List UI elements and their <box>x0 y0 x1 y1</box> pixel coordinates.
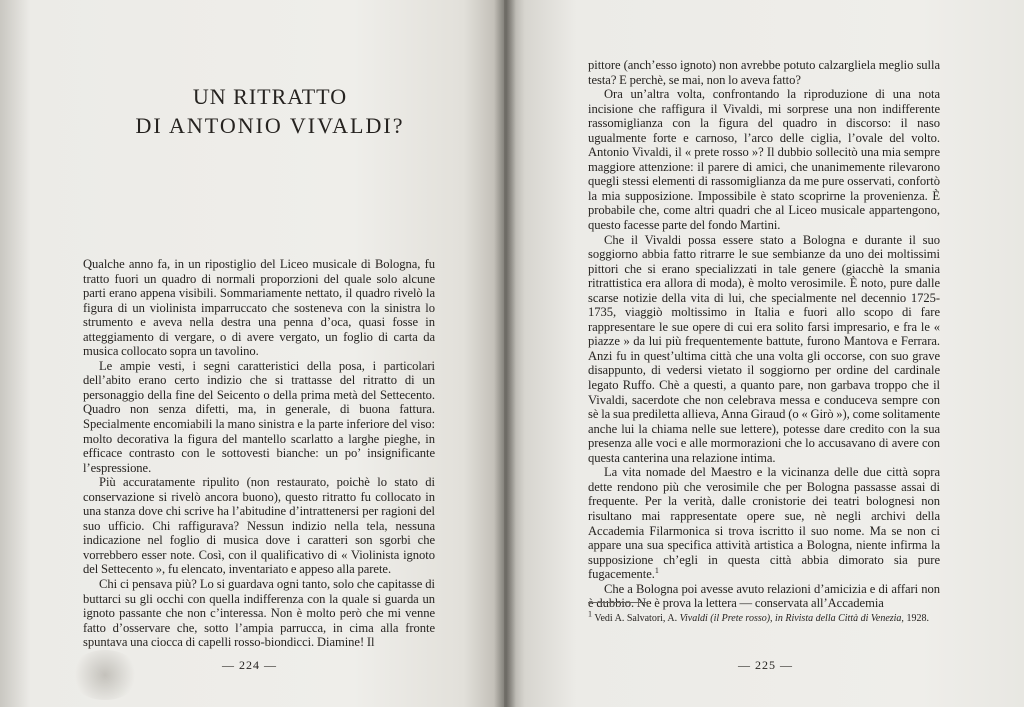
page-number-right: — 225 — <box>738 658 793 672</box>
footnote <box>588 609 940 625</box>
paragraph-text: La vita nomade del Maestro e la vicinanza delle due città sopra dette rendono più che verosimile che per Bologna passasse assai di frequente. Per la verità, dalle cronistorie dei teatri bolognesi non risultano mai rappresentate opere sue, nè negli archivi della Accademia Filarmonica si trova iscritto il suo nome. Ma se non ci appare una sua specifica attività artistica a Bologna, niente infirma la supposizione ch’egli in questa città abbia dimorato sia pure fugacemente. <box>588 465 940 582</box>
footnote-prefix: Vedi A. Salvatori, A. <box>594 613 680 624</box>
paragraph <box>588 465 940 581</box>
paper-stain <box>70 650 140 700</box>
paragraph: Ora un’altra volta, confrontando la riproduzione di una nota incisione che raffigura il Vivaldi, mi sorprese una non indifferente rassomiglianza con la figura del quadro in discorso: il naso ugualmente forte e carnoso, l’arco delle ciglia, l’ovale del volto. Antonio Vivaldi, il « prete rosso »? Il dubbio sollecitò una mia sempre maggiore attenzione: il parere di amici, che unanimemente rilevarono quegli stessi elementi di rassomiglianza da me pure osservati, confortò la mia supposizione. Impossibile è stato scoprirne la provenienza. È probabile che, come altri quadri che al Liceo musicale appartengono, questo facesse parte del fondo Martini. <box>588 87 940 233</box>
paragraph: Che il Vivaldi possa essere stato a Bologna e durante il suo soggiorno abbia fatto ritrarre le sue sembianze da uno dei moltissimi pittori che si erano specializzati in tale genere (giacchè la smania ritrattistica era allora di moda), è molto verosimile. È noto, pure dalle scarse notizie della vita di lui, che specialmente nel decennio 1725-1735, viaggiò moltissimo in Italia e fuori allo scopo di fare rappresentare le sue opere di cui era solito farsi impresario, e fra le « piazze » da lui più frequentemente battute, furono Mantova e Ferrara. Anzi fu in quest’ultima città che una volta gli occorse, con suo grave disappunto, di vedersi vietato il soggiorno per ordine del cardinale legato Ruffo. Chè a questi, a quanto pare, non garbava troppo che il Vivaldi, sacerdote che non celebrava messa e conduceva sempre con sè la sua prediletta allieva, Anna Giraud (o « Girò »), come solitamente anche lui la chiama nelle sue lettere), potesse dare credito con la sua presenza alle voci e alle mormorazioni che lo accusavano di avere con questa canterina una relazione intima. <box>588 232 940 465</box>
paragraph: Più accuratamente ripulito (non restaurato, poichè lo stato di conservazione si rivelò ancora buono), questo ritratto fu collocato in una stanza dove chi scrive ha l’abitudine d’intrattenersi per ragioni del suo ufficio. Chi raffigurava? Nessun indizio nella tela, nessuna indicazione nel foglio di musica dove i caratteri son sgorbi che vorrebbero esser note. Così, con il qualificativo di « Violinista ignoto del Settecento », fu elencato, inventariato e appeso alla parete. <box>83 475 435 577</box>
paragraph: Chi ci pensava più? Lo si guardava ogni tanto, solo che capitasse di buttarci su gli occhi con quella indifferenza con la quale si guarda un ignoto passante che non c’interessa. Non è molto però che mi venne fatto d’osservare che, sotto l’ampia parrucca, in cima alla fronte spuntava una ciocca di capelli rosso-biondicci. Diamine! Il <box>83 577 435 650</box>
right-page <box>504 0 1024 707</box>
left-page <box>0 0 504 707</box>
book-gutter <box>494 0 516 707</box>
paragraph: Che a Bologna poi avesse avuto relazioni d’amicizia e di affari non è dubbio. Ne è prova la lettera — conservata all’Accademia <box>588 581 940 611</box>
title-line-2: DI ANTONIO VIVALDI? <box>135 113 405 138</box>
page-number-left: — 224 — <box>222 658 277 672</box>
paragraph: Le ampie vesti, i segni caratteristici della posa, i particolari dell’abito erano certo indizio che si trattasse del ritratto di un personaggio della fine del Seicento o della prima metà del Settecento. Quadro non senza difetti, ma, in generale, di buona fattura. Specialmente encomiabili la mano sinistra e la parte inferiore del viso: molto decorativa la figura del mantello scarlatto a larghe pieghe, in efficace contrasto con le sottovesti bianche: un po’ insignificante l’espressione. <box>83 358 435 475</box>
footnote-rule <box>588 602 648 603</box>
footnote-suffix: 1928. <box>903 613 929 624</box>
right-page-body <box>588 58 940 611</box>
paragraph: pittore (anch’esso ignoto) non avrebbe potuto calzargliela meglio sulla testa? E perchè, se mai, non lo aveva fatto? <box>588 58 940 87</box>
footnote-marker: 1 <box>654 565 659 575</box>
footnote-number: 1 <box>588 609 592 619</box>
title-line-1: UN RITRATTO <box>192 84 348 109</box>
footnote-italic: Vivaldi (il Prete rosso), in Rivista della Città di Venezia, <box>679 613 904 624</box>
paragraph: Qualche anno fa, in un ripostiglio del Liceo musicale di Bologna, fu tratto fuori un quadro di normali proporzioni del quale solo alcune parti erano appena visibili. Sommariamente nettato, il quadro rivelò la figura di un violinista imparruccato che sosteneva con la sinistra lo strumento e aveva nella destra una penna d’oca, quasi fosse in atteggiamento di vergare, o di avere vergato, un foglio di carta da musica collocato sopra un tavolino. <box>83 257 435 359</box>
left-page-body <box>83 257 435 650</box>
